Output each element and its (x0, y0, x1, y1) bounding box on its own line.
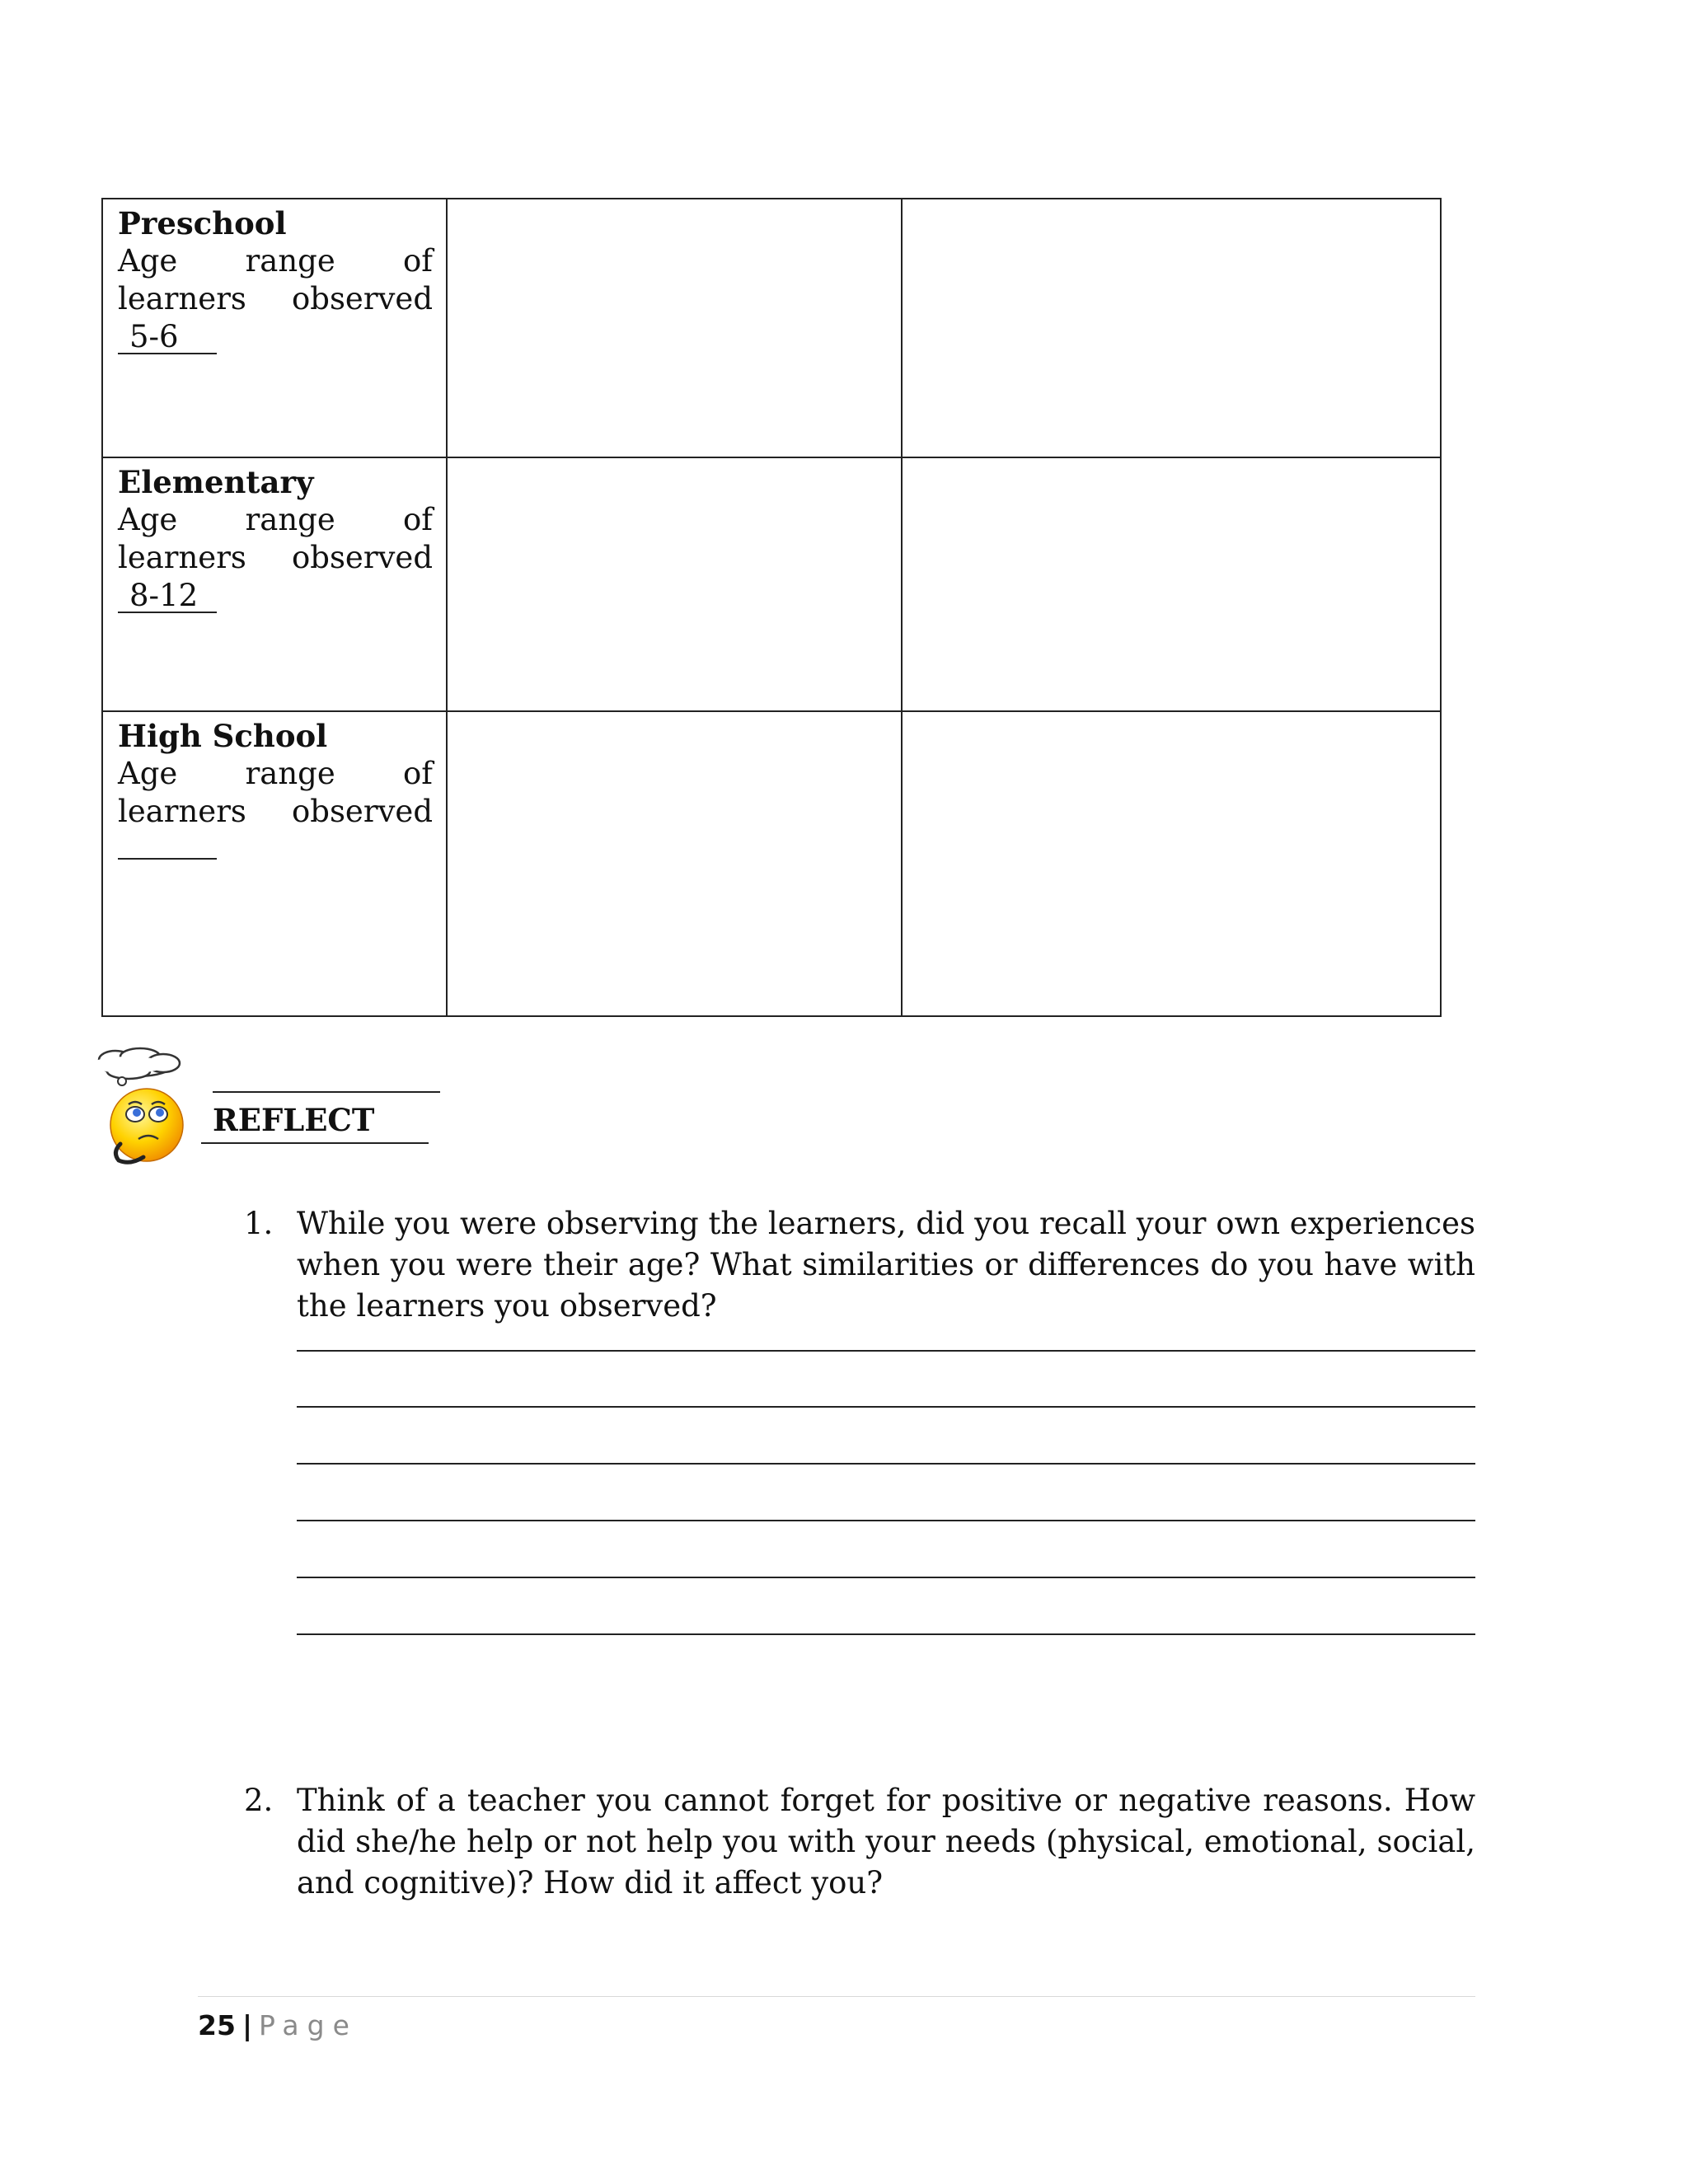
level-title: Elementary (118, 464, 314, 500)
level-title: Preschool (118, 205, 287, 241)
thinking-face-icon (79, 1047, 203, 1166)
reflect-rule-bottom (201, 1142, 429, 1144)
reflect-rule-top (213, 1091, 440, 1093)
age-range-label: Age range of learners observed (118, 243, 433, 316)
table-row-high-school (102, 711, 1441, 1016)
age-range-label: Age range of learners observed (118, 502, 433, 575)
page-separator: | (241, 2009, 252, 2041)
observation-cell[interactable] (902, 199, 1441, 457)
level-cell-elementary (102, 457, 447, 711)
age-range-value[interactable]: 5-6 (118, 321, 217, 354)
age-range-label: Age range of learners observed (118, 756, 433, 829)
level-title: High School (118, 718, 328, 754)
answer-line[interactable] (297, 1633, 1475, 1635)
answer-line[interactable] (297, 1350, 1475, 1352)
observation-cell[interactable] (447, 199, 902, 457)
observation-table (101, 198, 1442, 1017)
table-row-elementary (102, 457, 1441, 711)
age-range-text (118, 242, 433, 356)
observation-cell[interactable] (447, 711, 902, 1016)
question-text: While you were observing the learners, did you recall your own experiences when you were their age? What similarities or differences do you have with the learners you observed? (297, 1206, 1475, 1324)
observation-cell[interactable] (902, 711, 1441, 1016)
question-text: Think of a teacher you cannot forget for positive or negative reasons. How did she/he help or not help you with your needs (physical, emotional, social, and cognitive)? How did it affect you? (297, 1783, 1475, 1900)
question-2 (244, 1780, 1475, 1904)
observation-cell[interactable] (902, 457, 1441, 711)
observation-cell[interactable] (447, 457, 902, 711)
footer-rule (198, 1996, 1475, 1997)
reflect-heading (79, 1047, 458, 1166)
answer-line[interactable] (297, 1406, 1475, 1408)
question-number: 2. (244, 1783, 274, 1818)
reflect-label: REFLECT (213, 1102, 375, 1138)
page-word: Page (259, 2009, 358, 2041)
age-range-text (118, 501, 433, 615)
age-range-value[interactable]: 8-12 (118, 580, 217, 613)
question-number: 1. (244, 1206, 274, 1241)
level-cell-preschool (102, 199, 447, 457)
age-range-value[interactable] (118, 858, 217, 860)
page-number: 25 (198, 2009, 236, 2041)
age-range-text (118, 755, 433, 869)
answer-line[interactable] (297, 1520, 1475, 1521)
answer-line[interactable] (297, 1463, 1475, 1465)
page-footer (198, 2008, 358, 2044)
question-1 (244, 1203, 1475, 1327)
table-row-preschool (102, 199, 1441, 457)
answer-line[interactable] (297, 1577, 1475, 1578)
level-cell-high-school (102, 711, 447, 1016)
